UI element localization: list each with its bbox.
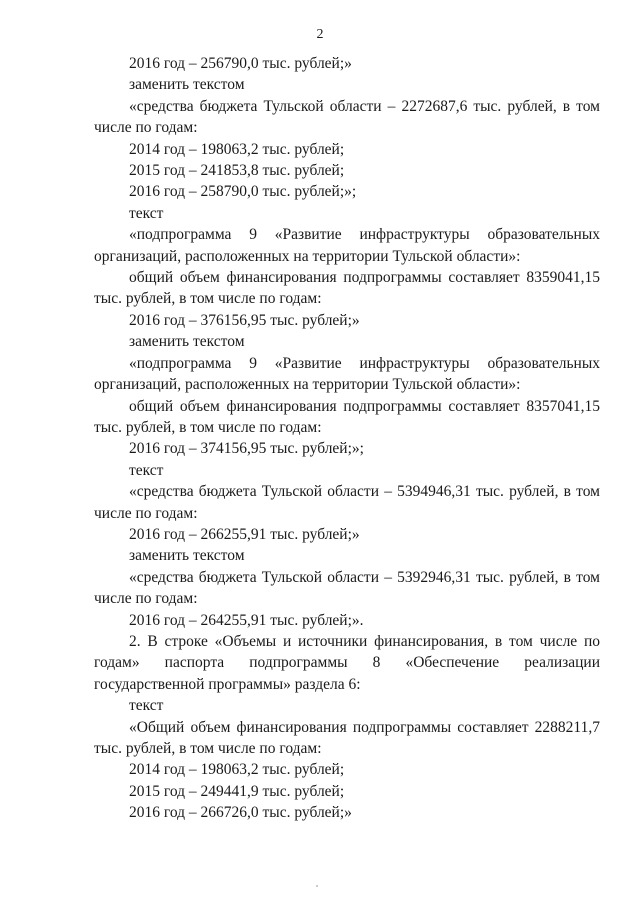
paragraph: 2015 год – 241853,8 тыс. рублей;: [129, 162, 345, 180]
paragraph: «средства бюджета Тульской области – 5392946,31 тыс. рублей, в том числе по годам:: [94, 568, 600, 608]
paragraph: «средства бюджета Тульской области – 5394946,31 тыс. рублей, в том числе по годам:: [94, 483, 600, 522]
paragraph: 2016 год – 256790,0 тыс. рублей;»: [129, 55, 352, 72]
paragraph: 2014 год – 198063,2 тыс. рублей;: [129, 140, 345, 158]
paragraph: текст: [129, 461, 164, 479]
paragraph: заменить текстом: [129, 333, 245, 351]
paragraph: 2. В строке «Объемы и источники финансирования, в том числе по годам» паспорта подпрограммы 8 «Обеспечение реализации государственной программы» раздела 6:: [94, 632, 600, 693]
paragraph: 2016 год – 376156,95 тыс. рублей;»: [129, 311, 360, 329]
page-number: 2: [316, 27, 324, 42]
document-body: [94, 53, 600, 824]
paragraph: заменить текстом: [129, 76, 245, 94]
paragraph: 2016 год – 266255,91 тыс. рублей;»: [129, 525, 360, 543]
paragraph: 2016 год – 258790,0 тыс. рублей;»;: [129, 183, 357, 201]
paragraph: 2016 год – 264255,91 тыс. рублей;».: [129, 611, 364, 629]
paragraph: текст: [129, 204, 164, 222]
paragraph: общий объем финансирования подпрограммы составляет 8359041,15 тыс. рублей, в том числе по годам:: [94, 269, 600, 308]
paragraph: «подпрограмма 9 «Развитие инфраструктуры образовательных организаций, расположенных на территории Тульской области»:: [94, 226, 600, 265]
paragraph: «средства бюджета Тульской области – 2272687,6 тыс. рублей, в том числе по годам:: [94, 97, 600, 137]
paragraph: 2016 год – 266726,0 тыс. рублей;»: [129, 804, 352, 822]
paragraph: «подпрограмма 9 «Развитие инфраструктуры образовательных организаций, расположенных на территории Тульской области»:: [94, 354, 600, 394]
scan-speck: [316, 885, 318, 887]
paragraph: 2014 год – 198063,2 тыс. рублей;: [129, 761, 345, 779]
paragraph: заменить текстом: [129, 547, 245, 565]
paragraph: 2016 год – 374156,95 тыс. рублей;»;: [129, 440, 364, 458]
paragraph: текст: [129, 697, 164, 715]
paragraph: общий объем финансирования подпрограммы составляет 8357041,15 тыс. рублей, в том числе по годам:: [94, 397, 600, 436]
paragraph: «Общий объем финансирования подпрограммы составляет 2288211,7 тыс. рублей, в том числе по годам:: [94, 718, 600, 757]
paragraph: 2015 год – 249441,9 тыс. рублей;: [129, 782, 345, 800]
